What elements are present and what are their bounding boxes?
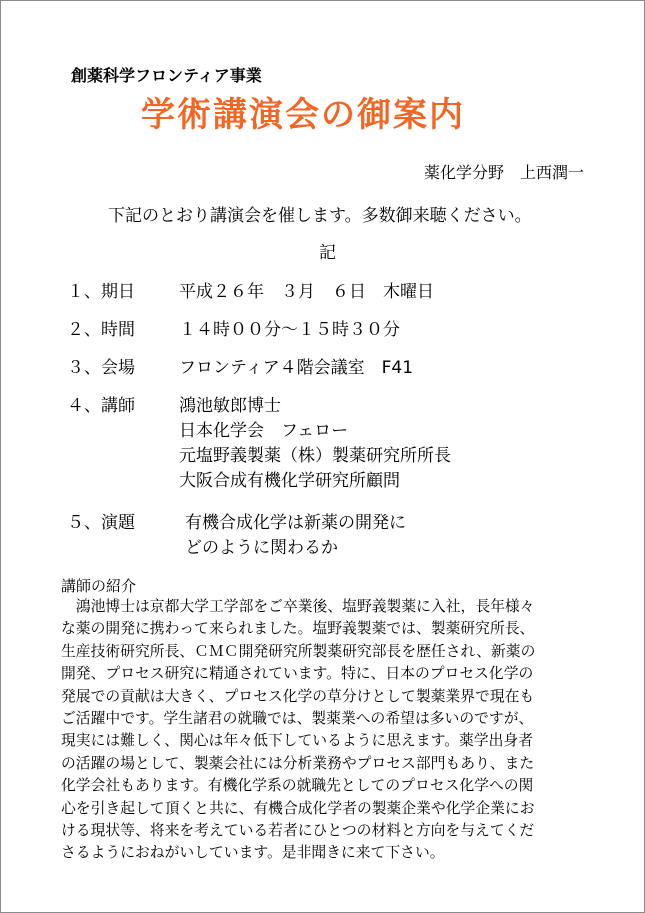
- date-value: 平成２６年 ３月 ６日 木曜日: [179, 282, 434, 302]
- bio-line: ご活躍中です。学生諸君の就職では、製薬業への希望は多いのですが、: [61, 710, 534, 728]
- speaker-title-3: 大阪合成有機化学研究所顧問: [179, 471, 400, 491]
- topic-line-2: どのように関わるか: [185, 538, 338, 558]
- bio-line: 鴻池博士は京都大学工学部をご卒業後、塩野義製薬に入社，長年様々: [61, 598, 535, 615]
- speaker-title-1: 日本化学会 フェロー: [179, 421, 349, 441]
- author-line: 薬化学分野 上西潤一: [423, 163, 584, 182]
- bio-heading: 講師の紹介: [61, 577, 137, 595]
- speaker-label: ４、講師: [67, 396, 135, 416]
- bio-line: 化学会社もあります。有機化学系の就職先としてのプロセス化学への関: [61, 777, 534, 795]
- venue-value: フロンティア４階会議室 F41: [179, 358, 414, 378]
- venue-label: ３、会場: [67, 358, 135, 378]
- topic-line-1: 有機合成化学は新薬の開発に: [185, 513, 406, 533]
- intro-text: 下記のとおり講演会を催します。多数御来聴ください。: [108, 206, 532, 226]
- bio-line: の活躍の場として、製薬会社には分析業務やプロセス部門もあり、また: [61, 754, 535, 772]
- bio-paragraph: [61, 596, 591, 865]
- speaker-title-2: 元塩野義製薬（株）製薬研究所所長: [179, 446, 451, 466]
- bio-line: さるようにおねがいしています。是非聞きに来て下さい。: [61, 844, 445, 862]
- date-label: １、期日: [67, 282, 135, 302]
- bio-line: 現実には難しく、関心は年々低下しているように思えます。薬学出身者: [61, 732, 534, 750]
- page-title: 学術講演会の御案内: [141, 95, 465, 135]
- bio-line: 生産技術研究所長、ＣＭＣ開発研究所製薬研究部長を歴任され、新薬の: [61, 642, 536, 660]
- ki-heading: 記: [319, 243, 336, 263]
- project-name: 創薬科学フロンティア事業: [71, 66, 262, 85]
- bio-line: な薬の開発に携わって来られました。塩野義製薬では、製薬研究所長、: [61, 620, 535, 638]
- time-value: １４時００分～１５時３０分: [179, 320, 400, 340]
- bio-line: 心を引き起して頂くと共に、有機合成化学者の製薬企業や化学企業にお: [61, 799, 535, 817]
- bio-line: 開発、プロセス研究に精通されています。特に、日本のプロセス化学の: [61, 665, 534, 683]
- time-label: ２、時間: [67, 320, 135, 340]
- speaker-name: 鴻池敏郎博士: [179, 396, 281, 416]
- topic-label: ５、演題: [67, 513, 135, 533]
- bio-line: ける現状等、将来を考えている若者にひとつの材料と方向を与えてくだ: [61, 822, 535, 840]
- bio-line: 発展での貢献は大きく、プロセス化学の草分けとして製薬業界で現在も: [61, 687, 535, 705]
